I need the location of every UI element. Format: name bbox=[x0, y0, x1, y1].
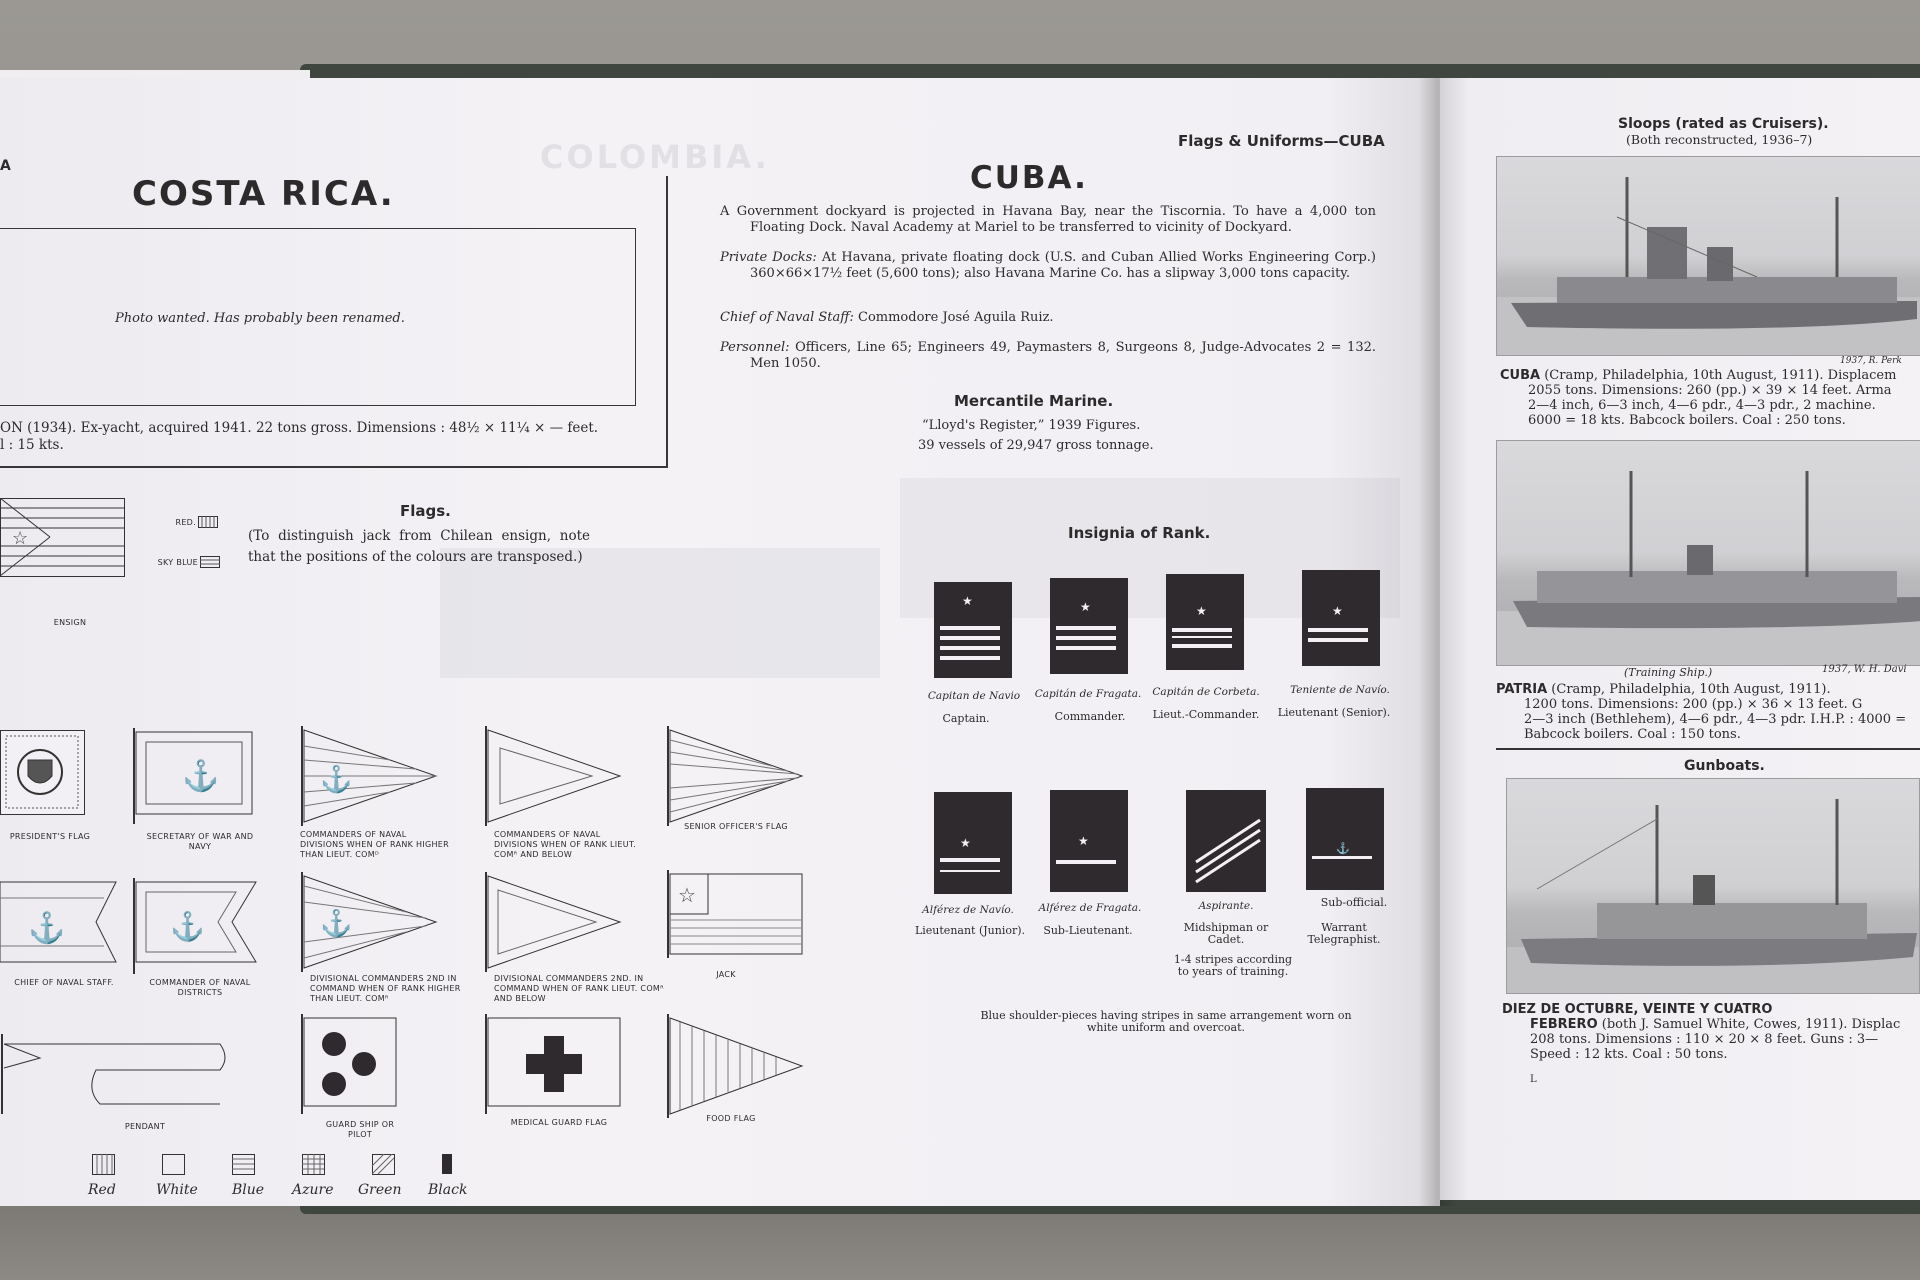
ship-name: DIEZ DE OCTUBRE, VEINTE Y CUATRO bbox=[1502, 1002, 1773, 1017]
ship-name: PATRIA bbox=[1496, 682, 1548, 697]
rank-english-label: Midshipman or Cadet. bbox=[1183, 921, 1269, 946]
gunboats-heading: Gunboats. bbox=[1684, 758, 1765, 774]
commanders-lower-pennant bbox=[484, 726, 624, 826]
flag-label: SENIOR OFFICER'S FLAG bbox=[684, 822, 788, 831]
presidents-flag bbox=[0, 730, 90, 820]
ship-line: Babcock boilers. Coal : 150 tons. bbox=[1524, 727, 1741, 742]
rank-spanish-label: Aspirante. bbox=[1198, 900, 1254, 912]
naval-districts-flag bbox=[132, 878, 262, 974]
svg-text:⚓: ⚓ bbox=[182, 759, 220, 794]
rank-insignia-lt-junior: ★ bbox=[934, 792, 1012, 894]
mercantile-line: 39 vessels of 29,947 gross tonnage. bbox=[918, 438, 1154, 453]
cuba-personnel-para bbox=[720, 340, 1376, 372]
cuba-dockyard-para: A Government dockyard is projected in Havana Bay, near the Tiscornia. To have a 4,000 ton Floating Dock. Naval Academy at Mariel to be transferred to vicinity of Dockyard. bbox=[720, 204, 1376, 235]
rank-english-label: Lieutenant (Senior). bbox=[1277, 706, 1391, 719]
red-swatch bbox=[198, 516, 218, 528]
mercantile-line: “Lloyd's Register,” 1939 Figures. bbox=[922, 418, 1141, 433]
photo-credit: 1937, R. Perk bbox=[1840, 356, 1902, 366]
para-text: Officers, Line 65; Engineers 49, Paymasters 8, Surgeons 8, Judge-Advocates 2 = 132. Men 1050. bbox=[750, 340, 1376, 371]
medical-guard-flag bbox=[484, 1014, 624, 1114]
svg-text:⚓: ⚓ bbox=[320, 765, 353, 795]
colour-legend-swatches bbox=[92, 1154, 452, 1178]
cut-off-heading: A bbox=[0, 158, 11, 174]
ship-photo-cuba bbox=[1496, 156, 1920, 356]
flag-label: MEDICAL GUARD FLAG bbox=[510, 1118, 608, 1127]
signature-mark: L bbox=[1530, 1074, 1537, 1085]
photo-caption: (Training Ship.) bbox=[1624, 666, 1713, 679]
flag-label: COMMANDERS OF NAVAL DIVISIONS WHEN OF RANK LIEUT. COMᴿ AND BELOW bbox=[494, 830, 637, 859]
diez-ship-entry bbox=[1502, 1002, 1920, 1062]
running-head bbox=[1178, 132, 1385, 150]
flag-label: COMMANDER OF NAVAL DISTRICTS bbox=[149, 978, 251, 997]
ship-silhouette bbox=[1497, 441, 1920, 666]
flag-label: PRESIDENT'S FLAG bbox=[9, 832, 91, 841]
patria-ship-entry bbox=[1496, 682, 1920, 742]
ship-line: 1200 tons. Dimensions: 200 (pp.) × 36 × 13 feet. G bbox=[1524, 697, 1863, 712]
rank-insignia-lt-senior: ★ bbox=[1302, 570, 1380, 666]
svg-text:⚓: ⚓ bbox=[28, 911, 66, 946]
flags-heading: Flags. bbox=[400, 502, 451, 520]
bleed-through: COLOMBIA. bbox=[540, 138, 770, 176]
flag-label: COMMANDERS OF NAVAL DIVISIONS WHEN OF RANK HIGHER THAN LIEUT. COMᴰ bbox=[300, 830, 450, 859]
rank-spanish-label: Capitán de Corbeta. bbox=[1152, 686, 1260, 698]
ship-line: 2055 tons. Dimensions: 260 (pp.) × 39 × 14 feet. Arma bbox=[1528, 383, 1892, 398]
legend-label: Black bbox=[428, 1182, 468, 1198]
flag-label: PENDANT bbox=[124, 1122, 166, 1131]
cuba-private-docks-para bbox=[720, 250, 1376, 282]
commanders-higher-pennant bbox=[300, 726, 440, 826]
ship-line: 2—4 inch, 6—3 inch, 4—6 pdr., 4—3 pdr., 2 machine. bbox=[1528, 398, 1876, 413]
ship-line: (both J. Samuel White, Cowes, 1911). Displac bbox=[1597, 1017, 1901, 1032]
svg-text:☆: ☆ bbox=[12, 528, 29, 549]
sky-blue-swatch bbox=[200, 556, 220, 568]
flag-label: FOOD FLAG bbox=[706, 1114, 756, 1123]
ship-line: (Cramp, Philadelphia, 10th August, 1911). Displacem bbox=[1540, 368, 1897, 383]
svg-text:☆: ☆ bbox=[678, 883, 696, 907]
ship-line: Speed : 12 kts. Coal : 50 tons. bbox=[1530, 1047, 1728, 1062]
section-rule bbox=[1496, 748, 1920, 750]
flag-label: CHIEF OF NAVAL STAFF. bbox=[14, 978, 114, 987]
ensign-flag bbox=[0, 498, 125, 578]
food-flag bbox=[666, 1014, 806, 1118]
colour-key-label: SKY BLUE bbox=[157, 558, 198, 567]
rank-spanish-label: Alférez de Fragata. bbox=[1038, 902, 1142, 914]
ship-photo-patria bbox=[1496, 440, 1920, 666]
rank-spanish-label: Capitan de Navio bbox=[927, 690, 1021, 702]
rank-english-label: Warrant Telegraphist. bbox=[1307, 921, 1381, 946]
ship-line: 2—3 inch (Bethlehem), 4—6 pdr., 4—3 pdr. I.H.P. : 4000 = bbox=[1524, 712, 1907, 727]
ship-name: CUBA bbox=[1500, 368, 1541, 383]
running-head-country: CUBA bbox=[1338, 132, 1385, 150]
rank-english-label: Captain. bbox=[942, 712, 990, 725]
guard-ship-flag bbox=[300, 1014, 400, 1114]
chief-naval-staff-flag bbox=[0, 878, 120, 968]
pendant-flag bbox=[0, 1034, 230, 1114]
flag-label: DIVISIONAL COMMANDERS 2ND. IN COMMAND WHEN OF RANK LIEUT. COMᴿ AND BELOW bbox=[494, 974, 664, 1003]
rank-english-label: Commander. bbox=[1054, 710, 1126, 723]
costa-rica-title: COSTA RICA. bbox=[132, 174, 395, 214]
legend-label: Green bbox=[358, 1182, 402, 1198]
photo-note: Photo wanted. Has probably been renamed. bbox=[115, 311, 405, 326]
rank-english-label: Lieut.-Commander. bbox=[1152, 708, 1260, 721]
flags-note: (To distinguish jack from Chilean ensign, note that the positions of the colours are transposed.) bbox=[248, 528, 590, 565]
photo-placeholder bbox=[0, 228, 636, 406]
flag-label: GUARD SHIP OR PILOT bbox=[325, 1120, 395, 1139]
flag-label-ensign: ENSIGN bbox=[53, 618, 87, 627]
ship-line: 6000 = 18 kts. Babcock boilers. Coal : 250 tons. bbox=[1528, 413, 1846, 428]
sloops-subheading: (Both reconstructed, 1936–7) bbox=[1626, 132, 1813, 147]
cuba-ship-entry bbox=[1500, 368, 1920, 428]
photo-credit: 1937, W. H. Davi bbox=[1822, 664, 1907, 675]
divisional-higher-pennant bbox=[300, 872, 440, 972]
ship-photo-gunboat bbox=[1506, 778, 1920, 994]
rank-insignia-commander: ★ bbox=[1050, 578, 1128, 674]
svg-text:⚓: ⚓ bbox=[170, 910, 205, 943]
ship-silhouette bbox=[1497, 157, 1920, 356]
rank-spanish-label: Sub-official. bbox=[1320, 896, 1388, 909]
sloops-heading: Sloops (rated as Cruisers). bbox=[1618, 116, 1829, 132]
aspirante-note: 1-4 stripes according to years of training. bbox=[1173, 953, 1293, 978]
legend-label: Azure bbox=[292, 1182, 334, 1198]
rank-english-label: Lieutenant (Junior). bbox=[914, 924, 1026, 937]
ship-silhouette bbox=[1507, 779, 1920, 994]
ship-desc-line: ON (1934). Ex-yacht, acquired 1941. 22 tons gross. Dimensions : 48½ × 11¼ × — feet. bbox=[0, 420, 599, 436]
rank-insignia-captain: ★ bbox=[934, 582, 1012, 678]
colour-key-label: RED. bbox=[175, 518, 196, 527]
ship-name: FEBRERO bbox=[1530, 1017, 1598, 1032]
ship-line: 208 tons. Dimensions : 110 × 20 × 8 feet. Guns : 3— bbox=[1530, 1032, 1879, 1047]
running-head-text: Flags & Uniforms— bbox=[1178, 132, 1339, 150]
para-text: At Havana, private floating dock (U.S. and Cuban Allied Works Engineering Corp.) 360×66×17½ feet (5,600 tons); also Havana Marine Co. has a slipway 3,000 tons capacity. bbox=[750, 250, 1376, 281]
legend-label: Blue bbox=[232, 1182, 265, 1198]
costa-rica-ship-desc bbox=[0, 420, 660, 454]
legend-label: White bbox=[156, 1182, 198, 1198]
rank-spanish-label: Alférez de Navío. bbox=[922, 904, 1014, 916]
flag-label: SECRETARY OF WAR AND NAVY bbox=[146, 832, 254, 851]
secretary-flag bbox=[132, 728, 257, 824]
shoulder-note: Blue shoulder-pieces having stripes in same arrangement worn on white uniform and overcoat. bbox=[980, 1009, 1352, 1034]
rank-insignia-lt-commander: ★ bbox=[1166, 574, 1244, 670]
insignia-heading: Insignia of Rank. bbox=[1068, 524, 1211, 542]
ship-line: (Cramp, Philadelphia, 10th August, 1911). bbox=[1547, 682, 1831, 697]
jack-flag bbox=[666, 870, 806, 958]
rank-english-label: Sub-Lieutenant. bbox=[1043, 924, 1133, 937]
mercantile-heading: Mercantile Marine. bbox=[954, 392, 1114, 410]
rank-spanish-label: Capitán de Fragata. bbox=[1034, 688, 1142, 700]
left-page bbox=[0, 78, 1440, 1206]
legend-label: Red bbox=[88, 1182, 116, 1198]
flag-label: DIVISIONAL COMMANDERS 2ND IN COMMAND WHEN OF RANK HIGHER THAN LIEUT. COMᴿ bbox=[310, 974, 461, 1003]
rank-insignia-sub-lieutenant: ★ bbox=[1050, 790, 1128, 892]
ship-desc-line: l : 15 kts. bbox=[0, 437, 64, 453]
para-label: Personnel: bbox=[720, 340, 790, 355]
rank-insignia-warrant: ⚓ bbox=[1306, 788, 1384, 890]
svg-text:⚓: ⚓ bbox=[320, 909, 353, 939]
flag-label: JACK bbox=[716, 970, 736, 979]
para-label: Private Docks: bbox=[720, 250, 817, 265]
right-page bbox=[1440, 78, 1920, 1200]
cuba-chief-staff-para bbox=[720, 310, 1376, 326]
rank-insignia-midshipman bbox=[1186, 790, 1266, 892]
para-text: Commodore José Aguila Ruiz. bbox=[853, 310, 1054, 325]
para-label: Chief of Naval Staff: bbox=[720, 310, 854, 325]
cuba-title: CUBA. bbox=[970, 160, 1088, 196]
rank-spanish-label: Teniente de Navío. bbox=[1290, 684, 1390, 696]
senior-officer-pennant bbox=[666, 726, 806, 826]
divisional-lower-pennant bbox=[484, 872, 624, 972]
